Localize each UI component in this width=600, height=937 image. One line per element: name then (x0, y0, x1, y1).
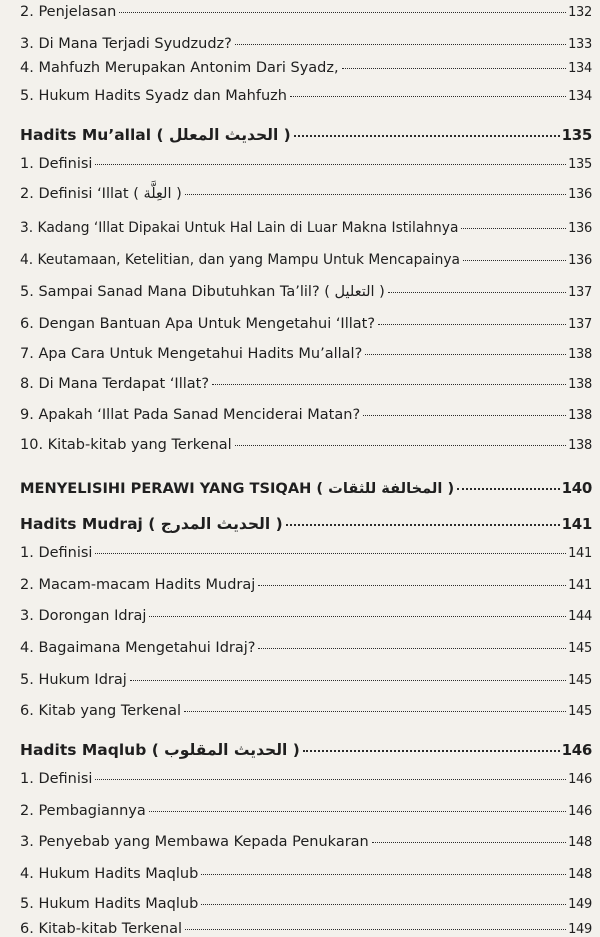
dot-leader (185, 194, 566, 195)
entry-title: 8. Di Mana Terdapat ‘Illat? (20, 376, 210, 392)
toc-entry (20, 771, 592, 787)
toc-entry (20, 921, 592, 937)
dot-leader (372, 842, 566, 843)
dot-leader (363, 415, 566, 416)
toc-heading (20, 741, 592, 759)
toc-entry (20, 803, 592, 819)
toc-entry (20, 672, 592, 688)
entry-title: 9. Apakah ‘Illat Pada Sanad Menciderai Matan? (20, 407, 361, 423)
toc-entry (20, 346, 592, 362)
page-number: 145 (568, 673, 592, 688)
entry-title: 2. Pembagiannya (20, 803, 146, 819)
dot-leader (388, 292, 566, 293)
entry-title: 4. Keutamaan, Ketelitian, dan yang Mampu Untuk Mencapainya (20, 252, 460, 268)
dot-leader (294, 135, 560, 137)
entry-title: 4. Mahfuzh Merupakan Antonim Dari Syadz, (20, 60, 339, 76)
heading-title: Hadits Maqlub ( الحديث المقلوب ) (20, 741, 300, 759)
page-number: 149 (568, 897, 592, 912)
page-number: 135 (568, 157, 592, 172)
toc-entry (20, 896, 592, 912)
page-number: 133 (568, 37, 592, 52)
heading-title: MENYELISIHI PERAWI YANG TSIQAH ( المخالفة للثقات ) (20, 480, 455, 497)
dot-leader (149, 616, 566, 617)
page-number: 141 (568, 578, 592, 593)
dot-leader (130, 680, 566, 681)
dot-leader (95, 553, 566, 554)
page-number: 135 (561, 126, 592, 144)
toc-entry (20, 220, 592, 236)
page-number: 148 (568, 867, 592, 882)
entry-title: 2. Penjelasan (20, 4, 117, 20)
toc-entry (20, 88, 592, 104)
entry-title: 10. Kitab-kitab yang Terkenal (20, 437, 232, 453)
entry-title: 6. Kitab-kitab Terkenal (20, 921, 182, 937)
entry-title: 5. Hukum Hadits Syadz dan Mahfuzh (20, 88, 287, 104)
entry-title: 4. Bagaimana Mengetahui Idraj? (20, 640, 256, 656)
entry-title: 7. Apa Cara Untuk Mengetahui Hadits Mu’allal? (20, 346, 363, 362)
page-number: 136 (568, 187, 592, 202)
toc-entry (20, 608, 592, 624)
page-number: 144 (568, 609, 592, 624)
page-number: 134 (568, 61, 592, 76)
page-number: 136 (568, 253, 592, 268)
dot-leader (457, 488, 559, 490)
dot-leader (184, 711, 566, 712)
entry-title: 1. Definisi (20, 156, 93, 172)
toc-entry (20, 376, 592, 392)
toc-entry (20, 577, 592, 593)
toc-heading (20, 479, 592, 497)
page-number: 141 (568, 546, 592, 561)
page-number: 146 (568, 772, 592, 787)
dot-leader (378, 324, 566, 325)
toc-entry (20, 36, 592, 52)
toc-entry (20, 834, 592, 850)
dot-leader (461, 228, 566, 229)
dot-leader (95, 164, 566, 165)
dot-leader (149, 811, 566, 812)
entry-title: 5. Hukum Idraj (20, 672, 127, 688)
dot-leader (119, 12, 566, 13)
page-number: 145 (568, 641, 592, 656)
page-number: 140 (561, 479, 592, 497)
entry-title: 3. Di Mana Terjadi Syudzudz? (20, 36, 232, 52)
dot-leader (201, 874, 566, 875)
toc-entry (20, 437, 592, 453)
page-number: 146 (561, 741, 592, 759)
dot-leader (258, 648, 566, 649)
entry-title: 3. Penyebab yang Membawa Kepada Penukaran (20, 834, 369, 850)
entry-title: 1. Definisi (20, 545, 93, 561)
page-number: 146 (568, 804, 592, 819)
toc-entry (20, 60, 592, 76)
page-number: 138 (568, 377, 592, 392)
page-number: 148 (568, 835, 592, 850)
page-number: 149 (568, 922, 592, 937)
entry-title: 5. Hukum Hadits Maqlub (20, 896, 199, 912)
toc-entry (20, 4, 592, 20)
entry-title: 5. Sampai Sanad Mana Dibutuhkan Ta’lil? ( التعليل ) (20, 284, 385, 300)
entry-title: 3. Dorongan Idraj (20, 608, 147, 624)
dot-leader (235, 445, 566, 446)
page-number: 141 (561, 515, 592, 533)
toc-heading (20, 126, 592, 144)
dot-leader (365, 354, 566, 355)
entry-title: 4. Hukum Hadits Maqlub (20, 866, 199, 882)
dot-leader (290, 96, 566, 97)
dot-leader (212, 384, 566, 385)
toc-entry (20, 407, 592, 423)
entry-title: 2. Definisi ‘Illat ( العِلَّة ) (20, 186, 182, 202)
page-number: 145 (568, 704, 592, 719)
entry-title: 6. Kitab yang Terkenal (20, 703, 182, 719)
page-number: 136 (568, 221, 592, 236)
dot-leader (463, 260, 566, 261)
page-number: 134 (568, 89, 592, 104)
toc-entry (20, 703, 592, 719)
toc-entry (20, 866, 592, 882)
entry-title: 3. Kadang ‘Illat Dipakai Untuk Hal Lain di Luar Makna Istilahnya (20, 220, 459, 236)
page-number: 137 (568, 317, 592, 332)
dot-leader (201, 904, 566, 905)
dot-leader (258, 585, 566, 586)
heading-title: Hadits Mudraj ( الحديث المدرج ) (20, 515, 283, 533)
toc-entry (20, 640, 592, 656)
dot-leader (342, 68, 566, 69)
entry-title: 2. Macam-macam Hadits Mudraj (20, 577, 256, 593)
heading-title: Hadits Mu’allal ( الحديث المعلل ) (20, 126, 291, 144)
toc-entry (20, 252, 592, 268)
toc-entry (20, 156, 592, 172)
page-number: 138 (568, 438, 592, 453)
page-number: 137 (568, 285, 592, 300)
toc-entry (20, 186, 592, 202)
dot-leader (303, 750, 560, 752)
entry-title: 1. Definisi (20, 771, 93, 787)
toc-entry (20, 545, 592, 561)
dot-leader (235, 44, 566, 45)
toc-entry (20, 284, 592, 300)
dot-leader (95, 779, 566, 780)
toc-entry (20, 316, 592, 332)
dot-leader (286, 524, 560, 526)
toc-heading (20, 515, 592, 533)
page-number: 132 (568, 5, 592, 20)
entry-title: 6. Dengan Bantuan Apa Untuk Mengetahui ‘Illat? (20, 316, 376, 332)
page-number: 138 (568, 408, 592, 423)
page-number: 138 (568, 347, 592, 362)
